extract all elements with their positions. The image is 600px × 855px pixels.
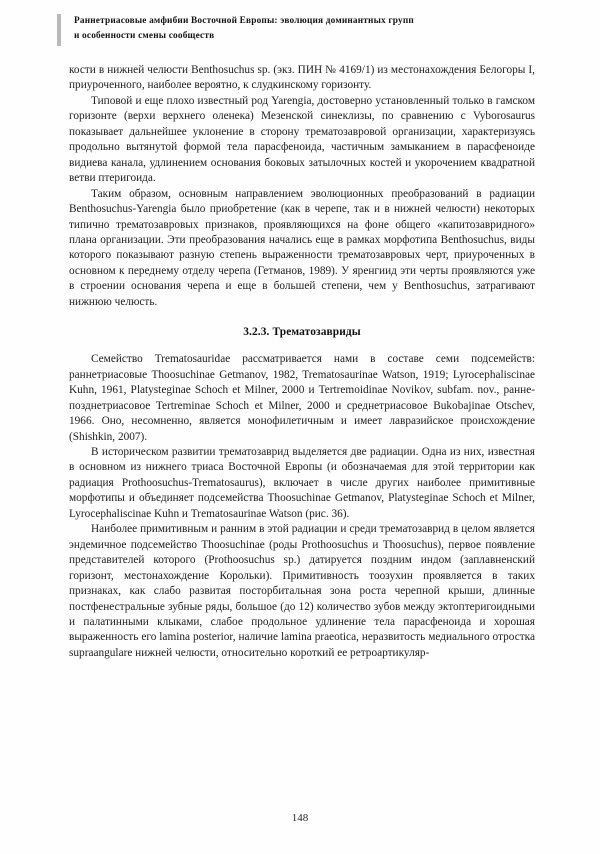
paragraph-trematosauridae-subfamilies: Семейство Trematosauridae рассматривается нами в составе семи подсемейств: раннетриасовые Thoosuchinae Getmanov, 1982, Trematosaurinae Watson, 1919; Lyrocephaliscinae Kuhn, 1961, Platysteginae Schoch et Milner, 2000 и Tertremoidinae Novikov, subfam. nov., ранне-позднетриасовое Tertreminae Schoch et Milner, 2000 и среднетриасовое Bukobajinae Otschev, 1966. Оно, несомненно, является монофилетичным и имеет лавразийское происхождение (Shishkin, 2007). [69, 353, 535, 443]
paragraph-yarengia: Типовой и еще плохо известный род Yarengia, достоверно установленный только в гамском горизонте (верхи верхнего оленека) Мезенской синеклизы, по сравнению с Vyborosaurus показывает дальнейшее уклонение в сторону трематозавровой организации, характеризуясь продольно вытянутой формой тела парасфеноида, частичным замыканием в парасфеноиде видиева канала, удлинением основания боковых затылочных костей и укорочением квадратной ветви птеригоида. [69, 94, 535, 185]
running-header-text [74, 14, 414, 44]
header-rule-decoration [57, 14, 61, 46]
running-header-line-1: Раннетриасовые амфибии Восточной Европы: эволюция доминантных групп [74, 16, 414, 26]
paragraph-two-radiations: В историческом развитии трематозаврид выделяется две радиации. Одна из них, известная в основном из нижнего триаса Восточной Европы (и обозначаемая для этой территории как радиация Prothoosuchus-Trematosaurus), включает в числе других наиболее примитивные морфотипы и объединяет подсемейства Thoosuchinae Getmanov, Platysteginae Schoch et Milner, Lyrocephaliscinae Kuhn и Trematosaurinae Watson (рис. 36). [69, 445, 535, 520]
paragraph-evolution-summary: Таким образом, основным направлением эволюционных преобразований в радиации Benthosuchus-Yarengia было приобретение (как в черепе, так и в нижней челюсти) некоторых типично трематозавровых признаков, проявляющихся на фоне общего «капитозавридного» плана организации. Эти преобразования начались еще в рамках морфотипа Benthosuchus, виды которого показывают разную степень выраженности трематозавровых черт, приуроченных в основном к переднему отделу черепа (Гетманов, 1989). У яренгиид эти черты проявляются уже в строении основания черепа и еще в большей степени, чем у Benthosuchus, затрагивают нижнюю челюсть. [69, 187, 535, 308]
running-header [57, 14, 535, 46]
paragraph-benthosuchus-mandible: кости в нижней челюсти Benthosuchus sp. (экз. ПИН № 4169/1) из местонахождения Белогоры I, приуроченного, наиболее вероятно, к слудкинскому горизонту. [69, 64, 535, 92]
paragraph-thoosuchinae-primitive: Наиболее примитивным и ранним в этой радиации и среди трематозаврид в целом является эндемичное подсемейство Thoosuchinae (роды Prothoosuchus и Thoosuchus), первое появление представителей которого (Prothoosuchus sp.) датируется поздним индом (заплавненский горизонт, местонахождение Корольки). Примитивность тоозухин проявляется в таких признаках, как слабо развитая посторбитальная зона роста черепной крыши, длинные постфенестральные зубные ряды, большое (до 12) количество зубов между эктоптеригоидными и палатинными клыками, слабое продольное удлинение тела парасфеноида и хорошая выраженность его lamina posterior, наличие lamina praeotica, неразвитость медиального отростка supraangulare нижней челюсти, относительно короткий ее ретроартикуляр- [69, 523, 535, 659]
running-header-line-2: и особенности смены сообществ [74, 31, 215, 42]
section-heading-trematosaurids: 3.2.3. Трематозавриды [243, 326, 361, 339]
body-text-column [69, 63, 535, 661]
page-number: 148 [291, 812, 309, 824]
